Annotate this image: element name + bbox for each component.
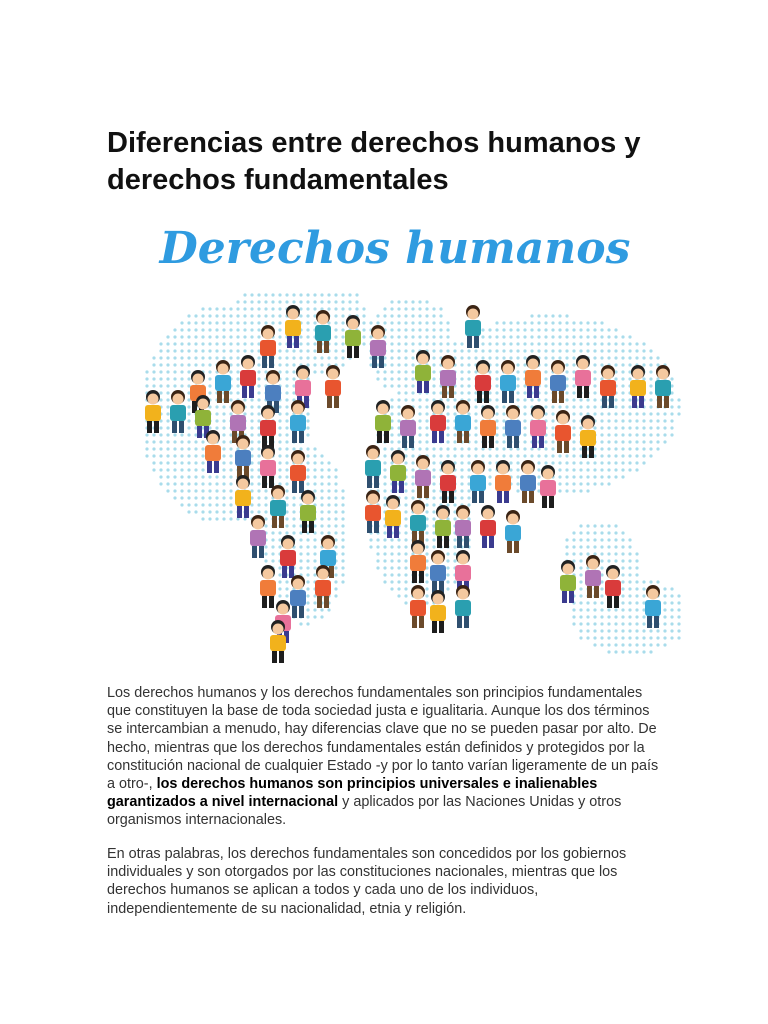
person-figure: [315, 565, 331, 608]
person-figure: [235, 475, 251, 518]
person-figure: [290, 400, 306, 443]
person-figure: [410, 540, 426, 583]
person-figure: [560, 560, 576, 603]
person-figure: [345, 315, 361, 358]
person-figure: [520, 460, 536, 503]
person-figure: [505, 405, 521, 448]
person-figure: [415, 455, 431, 498]
person-figure: [285, 305, 301, 348]
person-figure: [370, 325, 386, 368]
person-figure: [575, 355, 591, 398]
person-figure: [235, 435, 251, 478]
person-figure: [365, 490, 381, 533]
person-figure: [455, 400, 471, 443]
page-title: Diferencias entre derechos humanos y derechos fundamentales: [107, 127, 641, 196]
person-figure: [580, 415, 596, 458]
person-figure: [290, 575, 306, 618]
person-figure: [500, 360, 516, 403]
person-figure: [260, 445, 276, 488]
person-figure: [260, 565, 276, 608]
person-figure: [170, 390, 186, 433]
person-figure: [655, 365, 671, 408]
person-figure: [480, 405, 496, 448]
person-figure: [280, 535, 296, 578]
person-figure: [400, 405, 416, 448]
person-figure: [270, 485, 286, 528]
person-figure: [290, 450, 306, 493]
person-figure: [550, 360, 566, 403]
person-figure: [195, 395, 211, 438]
person-figure: [505, 510, 521, 553]
person-figure: [630, 365, 646, 408]
person-figure: [240, 355, 256, 398]
person-figure: [385, 495, 401, 538]
person-figure: [365, 445, 381, 488]
person-figure: [270, 620, 286, 663]
person-figure: [600, 365, 616, 408]
person-figure: [415, 350, 431, 393]
world-map-dots: [145, 293, 680, 653]
person-figure: [525, 355, 541, 398]
person-figure: [555, 410, 571, 453]
person-figure: [410, 585, 426, 628]
person-figure: [375, 400, 391, 443]
person-figure: [455, 505, 471, 548]
person-figure: [495, 460, 511, 503]
paragraph-1-end: y aplicados por las Naciones Unidas y otros organismos internacionales.: [107, 794, 622, 829]
person-figure: [205, 430, 221, 473]
person-figure: [325, 365, 341, 408]
person-figure: [480, 505, 496, 548]
person-figure: [215, 360, 231, 403]
person-figure: [250, 515, 266, 558]
person-figure: [435, 505, 451, 548]
world-map-people-image: [130, 205, 690, 665]
person-figure: [475, 360, 491, 403]
paragraph-1-text: Los derechos humanos y los derechos fundamentales son principios fundamentales que constituyen la base de toda sociedad justa e igualitaria. Aunque los dos términos se intercambian a menudo, hay diferencias clave que no se pueden pasar por alto. De hecho, mientras que los derechos fundamentales están definidos y protegidos por la constitución nacional de cualquier Estado -y por lo tanto varían ligeramente de un país a otro-,: [107, 685, 659, 793]
person-figure: [260, 405, 276, 448]
person-figure: [410, 500, 426, 543]
person-figure: [455, 585, 471, 628]
person-figure: [260, 325, 276, 368]
person-figure: [430, 590, 446, 633]
person-figure: [145, 390, 161, 433]
person-figure: [390, 450, 406, 493]
person-figure: [430, 400, 446, 443]
person-figure: [465, 305, 481, 348]
paragraph-1: [107, 684, 667, 830]
paragraph-1-bold: los derechos humanos son principios universales e inalienables garantizados a nivel internacional: [107, 776, 598, 811]
person-figure: [315, 310, 331, 353]
person-figure: [470, 460, 486, 503]
person-figure: [605, 565, 621, 608]
human-rights-illustration: [130, 205, 690, 665]
person-figure: [585, 555, 601, 598]
person-figure: [430, 550, 446, 593]
paragraph-2: En otras palabras, los derechos fundamentales son concedidos por los gobiernos individuales y son otorgados por las constituciones nacionales, mientras que los derechos humanos se aplican a todos y cada uno de los individuos, independientemente de su nacionalidad, etnia y religión.: [107, 846, 627, 917]
illustration-heading: Derechos humanos: [159, 223, 631, 274]
person-figure: [645, 585, 661, 628]
person-figure: [540, 465, 556, 508]
